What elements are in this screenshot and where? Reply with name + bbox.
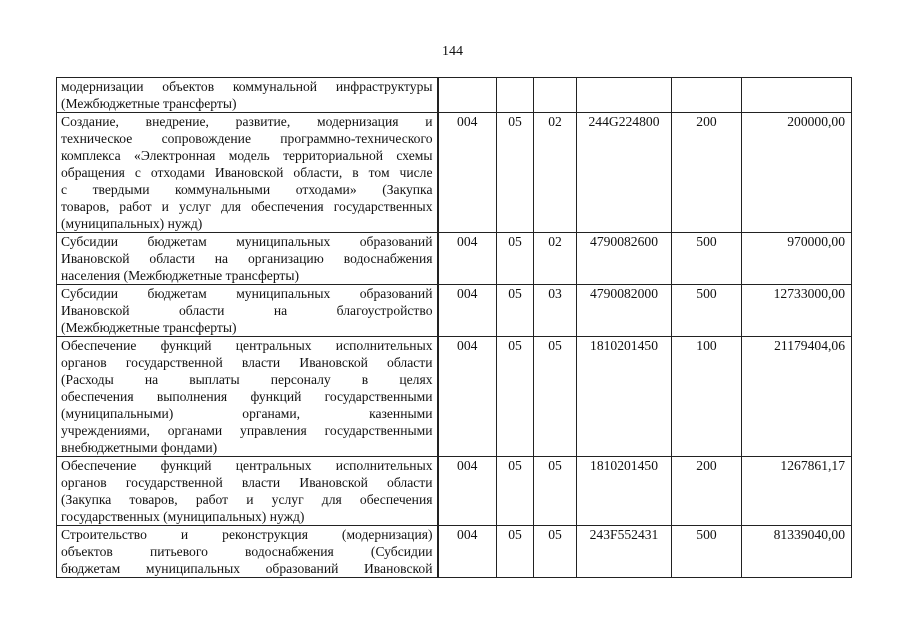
target-article-code: 243F552431 — [577, 526, 672, 578]
description-line: органов государственной власти Ивановской области — [61, 475, 433, 490]
amount: 970000,00 — [742, 233, 852, 285]
table-row — [57, 78, 852, 113]
description-line: с твердыми коммунальными отходами» (Закупка — [61, 182, 433, 197]
description-line: Обеспечение функций центральных исполнительных — [61, 338, 433, 353]
row-description — [57, 526, 438, 578]
description-line: населения (Межбюджетные трансферты) — [61, 268, 300, 283]
description-line: Субсидии бюджетам муниципальных образований — [61, 286, 433, 301]
description-line: Создание, внедрение, развитие, модернизация и — [61, 114, 433, 129]
expense-type-code: 500 — [672, 285, 742, 337]
row-description — [57, 337, 438, 457]
section-code: 05 — [497, 233, 534, 285]
page-number: 144 — [442, 44, 463, 59]
row-description — [57, 457, 438, 526]
expense-type-code: 200 — [672, 113, 742, 233]
target-article-code: 4790082000 — [577, 285, 672, 337]
dept-code: 004 — [438, 337, 497, 457]
expense-type-code: 500 — [672, 233, 742, 285]
dept-code: 004 — [438, 285, 497, 337]
description-line: обеспечения выполнения функций государственными — [61, 389, 433, 404]
section-code: 05 — [497, 285, 534, 337]
dept-code: 004 — [438, 457, 497, 526]
table-row — [57, 457, 852, 526]
table-row — [57, 337, 852, 457]
dept-code: 004 — [438, 526, 497, 578]
description-line: (муниципальных) нужд) — [61, 216, 203, 231]
subsection-code: 05 — [534, 337, 577, 457]
table-row — [57, 233, 852, 285]
description-line: объектов питьевого водоснабжения (Субсидии — [61, 544, 433, 559]
amount: 81339040,00 — [742, 526, 852, 578]
description-line: учреждениями, органами управления государственными — [61, 423, 433, 438]
target-article-code — [577, 78, 672, 113]
row-description — [57, 113, 438, 233]
section-code: 05 — [497, 457, 534, 526]
expense-type-code: 100 — [672, 337, 742, 457]
subsection-code — [534, 78, 577, 113]
dept-code — [438, 78, 497, 113]
subsection-code: 03 — [534, 285, 577, 337]
amount — [742, 78, 852, 113]
amount: 21179404,06 — [742, 337, 852, 457]
row-description — [57, 78, 438, 113]
subsection-code: 02 — [534, 113, 577, 233]
description-line: (муниципальными) органами, казенными — [61, 406, 433, 421]
row-description — [57, 233, 438, 285]
subsection-code: 05 — [534, 457, 577, 526]
description-line: органов государственной власти Ивановской области — [61, 355, 433, 370]
table-row — [57, 526, 852, 578]
description-line: (Закупка товаров, работ и услуг для обеспечения — [61, 492, 433, 507]
target-article-code: 1810201450 — [577, 337, 672, 457]
description-line: (Межбюджетные трансферты) — [61, 96, 237, 111]
description-line: бюджетам муниципальных образований Ивановской — [61, 561, 433, 576]
description-line: (Расходы на выплаты персоналу в целях — [61, 372, 433, 387]
description-line: государственных (муниципальных) нужд) — [61, 509, 305, 524]
amount: 200000,00 — [742, 113, 852, 233]
table-row — [57, 285, 852, 337]
table-row — [57, 113, 852, 233]
dept-code: 004 — [438, 113, 497, 233]
description-line: внебюджетными фондами) — [61, 440, 218, 455]
description-line: Субсидии бюджетам муниципальных образований — [61, 234, 433, 249]
dept-code: 004 — [438, 233, 497, 285]
description-line: Ивановской области на организацию водоснабжения — [61, 251, 433, 266]
subsection-code: 02 — [534, 233, 577, 285]
section-code: 05 — [497, 337, 534, 457]
amount: 1267861,17 — [742, 457, 852, 526]
target-article-code: 244G224800 — [577, 113, 672, 233]
amount: 12733000,00 — [742, 285, 852, 337]
description-line: Ивановской области на благоустройство — [61, 303, 433, 318]
description-line: комплекса «Электронная модель территориальной схемы — [61, 148, 433, 163]
description-line: товаров, работ и услуг для обеспечения государственных — [61, 199, 433, 214]
description-line: обращения с отходами Ивановской области, в том числе — [61, 165, 433, 180]
expense-type-code: 500 — [672, 526, 742, 578]
row-description — [57, 285, 438, 337]
section-code — [497, 78, 534, 113]
target-article-code: 1810201450 — [577, 457, 672, 526]
description-line: (Межбюджетные трансферты) — [61, 320, 237, 335]
description-line: Строительство и реконструкция (модернизация) — [61, 527, 433, 542]
subsection-code: 05 — [534, 526, 577, 578]
description-line: модернизации объектов коммунальной инфраструктуры — [61, 79, 433, 94]
expense-type-code — [672, 78, 742, 113]
section-code: 05 — [497, 526, 534, 578]
budget-table — [56, 77, 852, 578]
target-article-code: 4790082600 — [577, 233, 672, 285]
description-line: Обеспечение функций центральных исполнительных — [61, 458, 433, 473]
description-line: техническое сопровождение программно-технического — [61, 131, 433, 146]
expense-type-code: 200 — [672, 457, 742, 526]
section-code: 05 — [497, 113, 534, 233]
